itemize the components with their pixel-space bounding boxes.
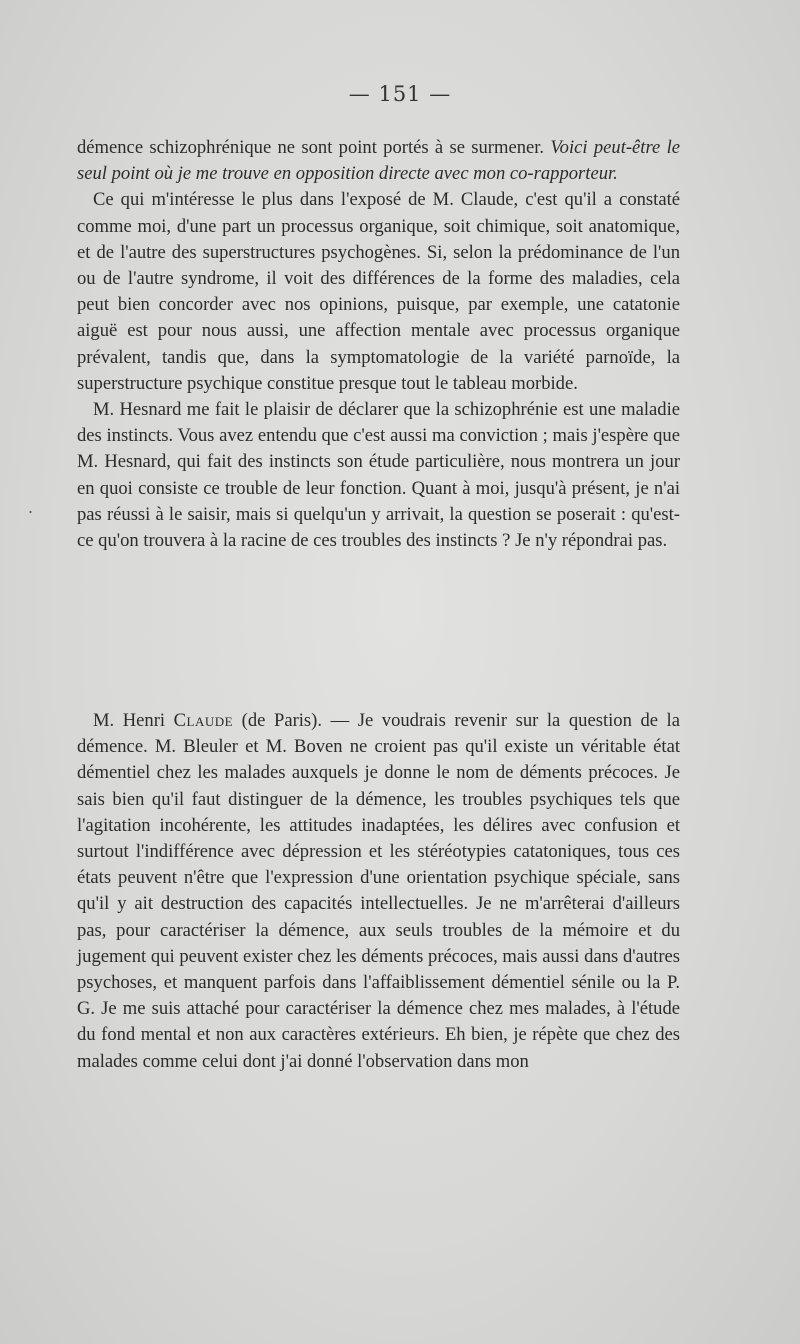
text-block-bottom: [77, 708, 680, 1075]
speaker-suffix: (de Paris). —: [233, 710, 358, 731]
paragraph-1: [77, 135, 680, 187]
paragraph-1-italic: Voici peut-être le seul point où je me trouve en opposition directe avec mon co-rapporteur.: [77, 137, 680, 185]
paragraph-2: Ce qui m'intéresse le plus dans l'exposé de M. Claude, c'est qu'il a constaté comme moi, d'une part un processus organique, soit chimique, soit anatomique, et de l'autre des superstructures psychogènes. Si, selon la prédominance de l'un ou de l'autre syndrome, il voit des différences de la forme des maladies, cela peut bien concorder avec nos opinions, puisque, par exemple, une catatonie aiguë est pour nous aussi, une affection mentale avec processus organique prévalent, tandis que, dans la symptomatologie de la variété parnoïde, la superstructure psychique constitue presque tout le tableau morbide.: [77, 189, 680, 394]
paragraph-4: [77, 708, 680, 1075]
paragraph-4-text: Je voudrais revenir sur la question de la démence. M. Bleuler et M. Boven ne croient pas qu'il existe un véritable état démentiel chez les malades auxquels je donne le nom de déments précoces. Je sais bien qu'il faut distinguer de la démence, les troubles psychiques tels que l'agitation incohérente, les attitudes inadaptées, les délires avec confusion et surtout l'indifférence avec dépression et les stéréotypies catatoniques, tous ces états peuvent n'être que l'expression d'une orientation psychique spéciale, sans qu'il y ait destruction des capacités intellectuelles. Je ne m'arrêterai d'ailleurs pas, pour caractériser la démence, aux seuls troubles de la mémoire et du jugement qui peuvent exister chez les déments précoces, mais aussi dans d'autres psychoses, et manquent parfois dans l'affaiblissement démentiel sénile ou la P. G. Je me suis attaché pour caractériser la démence chez mes malades, à l'étude du fond mental et non aux caractères extérieurs. Eh bien, je répète que chez des malades comme celui dont j'ai donné l'observation dans mon: [77, 710, 680, 1072]
page-number: — 151 —: [348, 82, 452, 106]
margin-mark: .: [28, 498, 34, 517]
speaker-prefix: M. Henri: [93, 710, 174, 731]
speaker-name: Claude: [173, 710, 234, 731]
paragraph-3: M. Hesnard me fait le plaisir de déclarer que la schizophrénie est une maladie des instincts. Vous avez entendu que c'est aussi ma conviction ; mais j'espère que M. Hesnard, qui fait des instincts son étude particulière, nous montrera un jour en quoi consiste ce trouble de leur fonction. Quant à moi, jusqu'à présent, je n'ai pas réussi à le saisir, mais si quelqu'un y arrivait, la question se poserait : qu'est-ce qu'on trouvera à la racine de ces troubles des instincts ? Je n'y répondrai pas.: [77, 399, 680, 552]
paragraph-1-text: démence schizophrénique ne sont point portés à se surmener.: [77, 137, 545, 158]
text-block-top: [77, 135, 680, 554]
